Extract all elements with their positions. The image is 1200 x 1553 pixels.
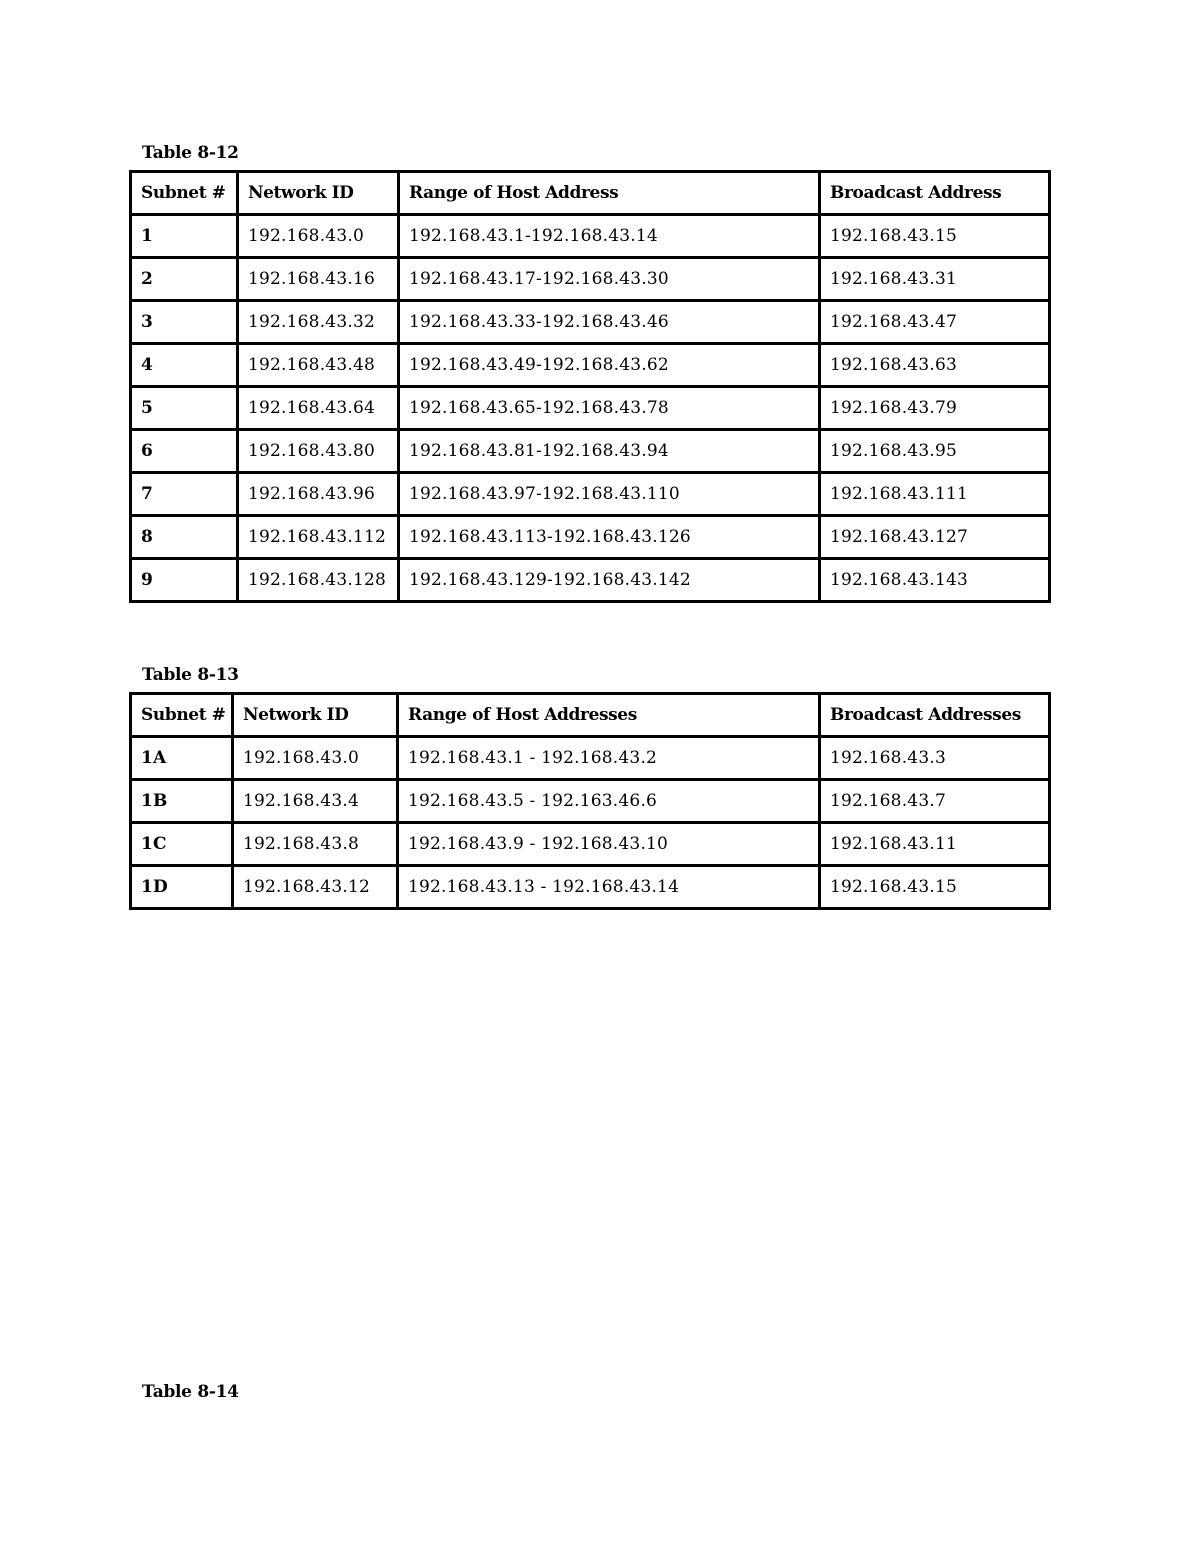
subnet-table	[129, 692, 1051, 910]
subnet-cell: 1A	[131, 737, 233, 780]
table-row	[131, 473, 1050, 516]
broadcast-cell: 192.168.43.7	[820, 780, 1050, 823]
network-id-cell: 192.168.43.96	[238, 473, 399, 516]
table-row	[131, 737, 1050, 780]
subnet-cell: 9	[131, 559, 238, 602]
table-header-row	[131, 694, 1050, 737]
table-row	[131, 559, 1050, 602]
host-range-cell: 192.168.43.5 - 192.163.46.6	[398, 780, 820, 823]
table-row	[131, 866, 1050, 909]
column-header-host-range: Range of Host Address	[399, 172, 820, 215]
network-id-cell: 192.168.43.0	[233, 737, 398, 780]
subnet-cell: 1B	[131, 780, 233, 823]
table-row	[131, 215, 1050, 258]
host-range-cell: 192.168.43.1 - 192.168.43.2	[398, 737, 820, 780]
table-row	[131, 387, 1050, 430]
column-header-broadcast: Broadcast Addresses	[820, 694, 1050, 737]
host-range-cell: 192.168.43.129-192.168.43.142	[399, 559, 820, 602]
subnet-cell: 4	[131, 344, 238, 387]
broadcast-cell: 192.168.43.127	[820, 516, 1050, 559]
broadcast-cell: 192.168.43.143	[820, 559, 1050, 602]
table-caption: Table 8-12	[142, 143, 239, 163]
subnet-cell: 7	[131, 473, 238, 516]
column-header-subnet: Subnet #	[131, 172, 238, 215]
network-id-cell: 192.168.43.48	[238, 344, 399, 387]
column-header-host-range: Range of Host Addresses	[398, 694, 820, 737]
table-row	[131, 780, 1050, 823]
network-id-cell: 192.168.43.12	[233, 866, 398, 909]
column-header-network-id: Network ID	[238, 172, 399, 215]
network-id-cell: 192.168.43.0	[238, 215, 399, 258]
column-header-subnet: Subnet #	[131, 694, 233, 737]
table-caption: Table 8-13	[142, 665, 239, 685]
subnet-cell: 6	[131, 430, 238, 473]
column-header-network-id: Network ID	[233, 694, 398, 737]
host-range-cell: 192.168.43.9 - 192.168.43.10	[398, 823, 820, 866]
broadcast-cell: 192.168.43.3	[820, 737, 1050, 780]
subnet-table	[129, 170, 1051, 603]
network-id-cell: 192.168.43.32	[238, 301, 399, 344]
subnet-cell: 2	[131, 258, 238, 301]
host-range-cell: 192.168.43.113-192.168.43.126	[399, 516, 820, 559]
network-id-cell: 192.168.43.16	[238, 258, 399, 301]
broadcast-cell: 192.168.43.95	[820, 430, 1050, 473]
broadcast-cell: 192.168.43.63	[820, 344, 1050, 387]
table-header-row	[131, 172, 1050, 215]
broadcast-cell: 192.168.43.47	[820, 301, 1050, 344]
network-id-cell: 192.168.43.8	[233, 823, 398, 866]
broadcast-cell: 192.168.43.15	[820, 866, 1050, 909]
table-row	[131, 430, 1050, 473]
network-id-cell: 192.168.43.64	[238, 387, 399, 430]
broadcast-cell: 192.168.43.11	[820, 823, 1050, 866]
broadcast-cell: 192.168.43.79	[820, 387, 1050, 430]
host-range-cell: 192.168.43.13 - 192.168.43.14	[398, 866, 820, 909]
broadcast-cell: 192.168.43.31	[820, 258, 1050, 301]
host-range-cell: 192.168.43.1-192.168.43.14	[399, 215, 820, 258]
column-header-broadcast: Broadcast Address	[820, 172, 1050, 215]
host-range-cell: 192.168.43.97-192.168.43.110	[399, 473, 820, 516]
host-range-cell: 192.168.43.81-192.168.43.94	[399, 430, 820, 473]
network-id-cell: 192.168.43.80	[238, 430, 399, 473]
subnet-cell: 1C	[131, 823, 233, 866]
table-row	[131, 344, 1050, 387]
broadcast-cell: 192.168.43.15	[820, 215, 1050, 258]
host-range-cell: 192.168.43.65-192.168.43.78	[399, 387, 820, 430]
table-caption: Table 8-14	[142, 1382, 239, 1402]
subnet-cell: 3	[131, 301, 238, 344]
network-id-cell: 192.168.43.112	[238, 516, 399, 559]
table-row	[131, 516, 1050, 559]
table-row	[131, 258, 1050, 301]
network-id-cell: 192.168.43.4	[233, 780, 398, 823]
broadcast-cell: 192.168.43.111	[820, 473, 1050, 516]
network-id-cell: 192.168.43.128	[238, 559, 399, 602]
host-range-cell: 192.168.43.17-192.168.43.30	[399, 258, 820, 301]
subnet-cell: 8	[131, 516, 238, 559]
subnet-cell: 5	[131, 387, 238, 430]
table-row	[131, 301, 1050, 344]
subnet-cell: 1	[131, 215, 238, 258]
host-range-cell: 192.168.43.49-192.168.43.62	[399, 344, 820, 387]
table-row	[131, 823, 1050, 866]
host-range-cell: 192.168.43.33-192.168.43.46	[399, 301, 820, 344]
subnet-cell: 1D	[131, 866, 233, 909]
